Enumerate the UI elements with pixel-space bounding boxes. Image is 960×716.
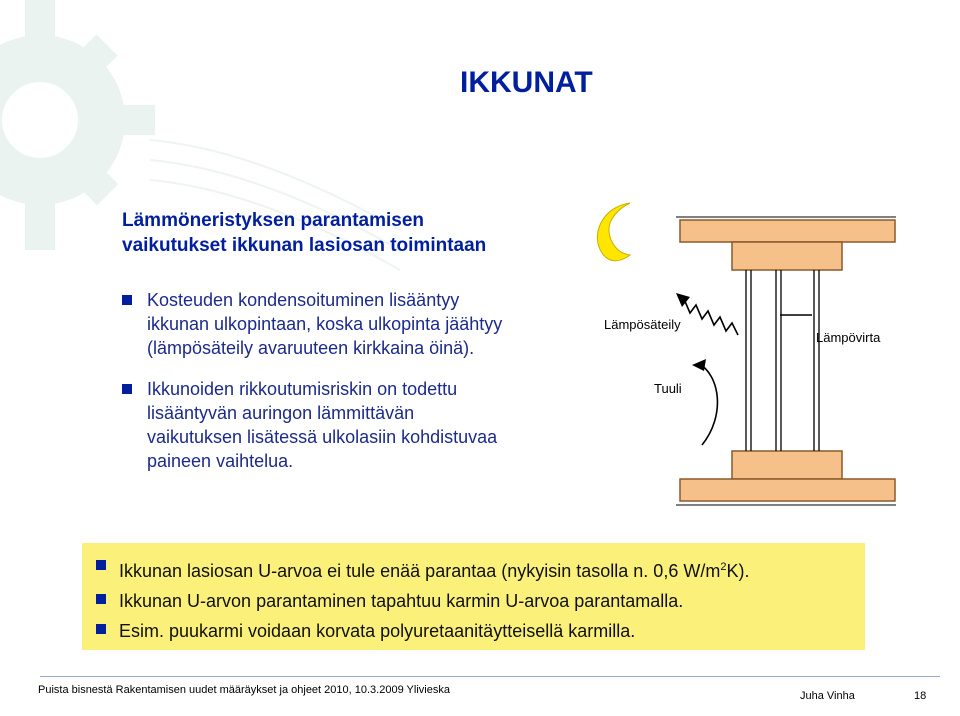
square-bullet-icon [122, 295, 132, 305]
bullet-text: Ikkunan U-arvon parantaminen tapahtuu karmin U-arvoa parantamalla. [119, 591, 684, 611]
top-bullet-list [122, 288, 592, 490]
radiation-wave-icon [684, 299, 738, 335]
square-bullet-icon [96, 624, 106, 634]
list-item [96, 586, 749, 616]
bullet-text: Ikkunoiden rikkoutumisriskin on todettu lisääntyvän auringon lämmittävän vaikutuksen lisätessä ulkolasiin kohdistuvaa paineen vaihtelua. [147, 379, 498, 471]
bullet-text: Kosteuden kondensoituminen lisääntyy ikkunan ulkopintaan, koska ulkopinta jäähtyy (lämpösäteily avaruuteen kirkkaina öinä). [147, 290, 503, 358]
highlight-box [82, 543, 865, 650]
bottom-frame [680, 479, 895, 501]
top-frame [680, 220, 895, 242]
glass-panes [746, 270, 819, 451]
superscript: 2 [720, 561, 727, 573]
radiation-arrow-icon [676, 293, 690, 307]
footer-author: Juha Vinha [800, 690, 855, 702]
slide-title: IKKUNAT [460, 66, 593, 99]
top-sash [732, 242, 842, 270]
footer-text: Puista bisnestä Rakentamisen uudet määräykset ja ohjeet 2010, 10.3.2009 Ylivieska [38, 684, 450, 696]
subtitle-line-2: vaikutukset ikkunan lasiosan toimintaan [122, 235, 487, 256]
list-item [96, 616, 749, 646]
bottom-sash [732, 451, 842, 479]
moon-icon [597, 203, 630, 261]
square-bullet-icon [96, 560, 106, 570]
page-number: 18 [914, 690, 927, 702]
window-frame-diagram [580, 195, 910, 525]
wind-arrow-icon [698, 363, 717, 445]
subtitle-line-1: Lämmöneristyksen parantamisen [122, 210, 425, 231]
footer-divider [40, 676, 940, 677]
list-item [96, 552, 749, 586]
list-item [122, 288, 592, 360]
square-bullet-icon [122, 384, 132, 394]
label-wind: Tuuli [654, 381, 682, 396]
bullet-text: Ikkunan lasiosan U-arvoa ei tule enää parantaa (nykyisin tasolla n. 0,6 W/m [119, 561, 721, 581]
label-heatflow: Lämpövirta [816, 330, 881, 345]
label-radiation: Lämpösäteily [604, 317, 681, 332]
square-bullet-icon [96, 594, 106, 604]
slide-subtitle [122, 208, 486, 258]
bullet-text: Esim. puukarmi voidaan korvata polyuretaanitäytteisellä karmilla. [119, 621, 636, 641]
list-item [122, 377, 592, 473]
bullet-text-end: K). [726, 561, 750, 581]
